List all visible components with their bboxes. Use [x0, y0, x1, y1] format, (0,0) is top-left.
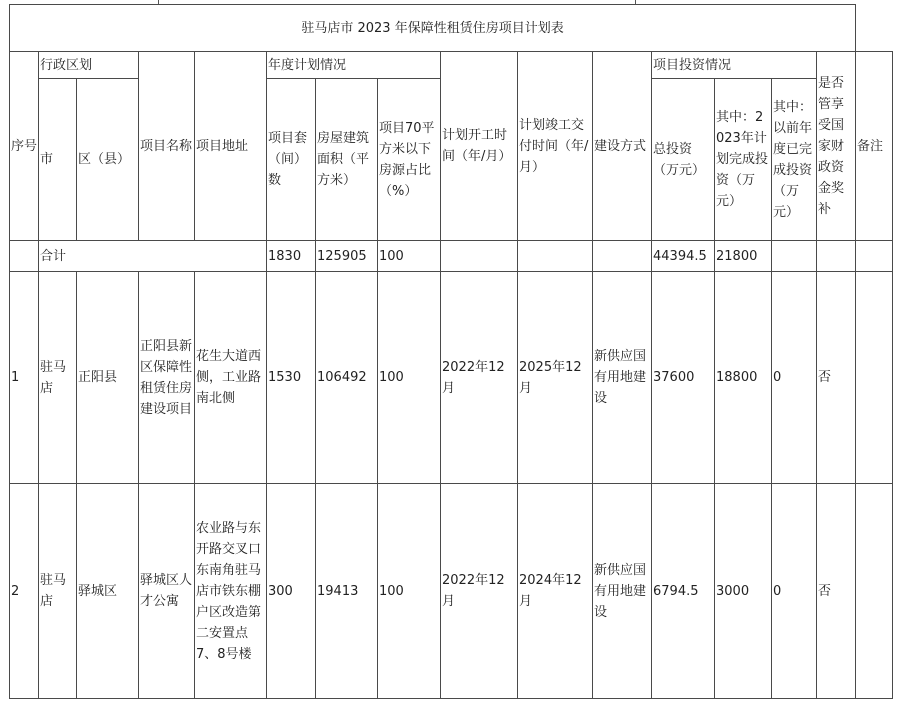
- header-note: 备注: [856, 52, 893, 241]
- cell-area: 19413: [316, 484, 378, 699]
- cell-city: 驻马店: [39, 272, 77, 484]
- summary-area: 125905: [316, 241, 378, 272]
- summary-seq: [10, 241, 39, 272]
- cell-start: 2022年12月: [441, 272, 518, 484]
- cell-ratio: 100: [378, 484, 441, 699]
- cell-project-name: 正阳县新区保障性租赁住房建设项目: [139, 272, 195, 484]
- table-title: 驻马店市 2023 年保障性租赁住房项目计划表: [10, 5, 856, 52]
- cell-note: [856, 484, 893, 699]
- header-2023-investment: 其中：2023年计划完成投资（万元）: [715, 79, 772, 241]
- cell-units: 1530: [267, 272, 316, 484]
- summary-units: 1830: [267, 241, 316, 272]
- cell-subsidy: 否: [817, 484, 856, 699]
- cell-address: 农业路与东开路交叉口东南角驻马店市铁东棚户区改造第二安置点7、8号楼: [195, 484, 267, 699]
- table-row: [10, 484, 893, 699]
- summary-label: 合计: [39, 241, 267, 272]
- cell-method: 新供应国有用地建设: [593, 484, 652, 699]
- cell-ratio: 100: [378, 272, 441, 484]
- header-construction-method: 建设方式: [593, 52, 652, 241]
- cell-subsidy: 否: [817, 272, 856, 484]
- cell-area: 106492: [316, 272, 378, 484]
- cell-city: 驻马店: [39, 484, 77, 699]
- cell-finish: 2024年12月: [518, 484, 593, 699]
- header-ratio: 项目70平方米以下房源占比（%）: [378, 79, 441, 241]
- summary-start: [441, 241, 518, 272]
- header-units: 项目套（间）数: [267, 79, 316, 241]
- cell-seq: 2: [10, 484, 39, 699]
- cell-finish: 2025年12月: [518, 272, 593, 484]
- header-annual-plan: 年度计划情况: [267, 52, 441, 79]
- summary-prior: [772, 241, 817, 272]
- summary-ratio: 100: [378, 241, 441, 272]
- summary-note: [856, 241, 893, 272]
- cell-county: 驿城区: [77, 484, 139, 699]
- header-total-investment: 总投资（万元）: [652, 79, 715, 241]
- summary-finish: [518, 241, 593, 272]
- header-finish-time: 计划竣工交付时间（年/月）: [518, 52, 593, 241]
- cell-units: 300: [267, 484, 316, 699]
- cell-prior: 0: [772, 484, 817, 699]
- header-project-address: 项目地址: [195, 52, 267, 241]
- header-county: 区（县）: [77, 79, 139, 241]
- summary-2023: 21800: [715, 241, 772, 272]
- cell-total: 6794.5: [652, 484, 715, 699]
- summary-subsidy: [817, 241, 856, 272]
- summary-method: [593, 241, 652, 272]
- table-row: [10, 272, 893, 484]
- cell-address: 花生大道西侧，工业路南北侧: [195, 272, 267, 484]
- header-investment: 项目投资情况: [652, 52, 817, 79]
- summary-total: 44394.5: [652, 241, 715, 272]
- cell-county: 正阳县: [77, 272, 139, 484]
- cell-seq: 1: [10, 272, 39, 484]
- cell-total: 37600: [652, 272, 715, 484]
- cell-prior: 0: [772, 272, 817, 484]
- cell-method: 新供应国有用地建设: [593, 272, 652, 484]
- cell-2023: 18800: [715, 272, 772, 484]
- header-start-time: 计划开工时间（年/月）: [441, 52, 518, 241]
- cell-start: 2022年12月: [441, 484, 518, 699]
- cell-project-name: 驿城区人才公寓: [139, 484, 195, 699]
- cell-2023: 3000: [715, 484, 772, 699]
- header-area: 房屋建筑面积（平方米）: [316, 79, 378, 241]
- header-prior-investment: 其中：以前年度已完成投资（万元）: [772, 79, 817, 241]
- housing-plan-table: [9, 4, 893, 699]
- header-admin-division: 行政区划: [39, 52, 139, 79]
- header-city: 市: [39, 79, 77, 241]
- header-seq: 序号: [10, 52, 39, 241]
- header-project-name: 项目名称: [139, 52, 195, 241]
- cell-note: [856, 272, 893, 484]
- header-subsidy: 是否管享受国家财政资金奖补: [817, 52, 856, 241]
